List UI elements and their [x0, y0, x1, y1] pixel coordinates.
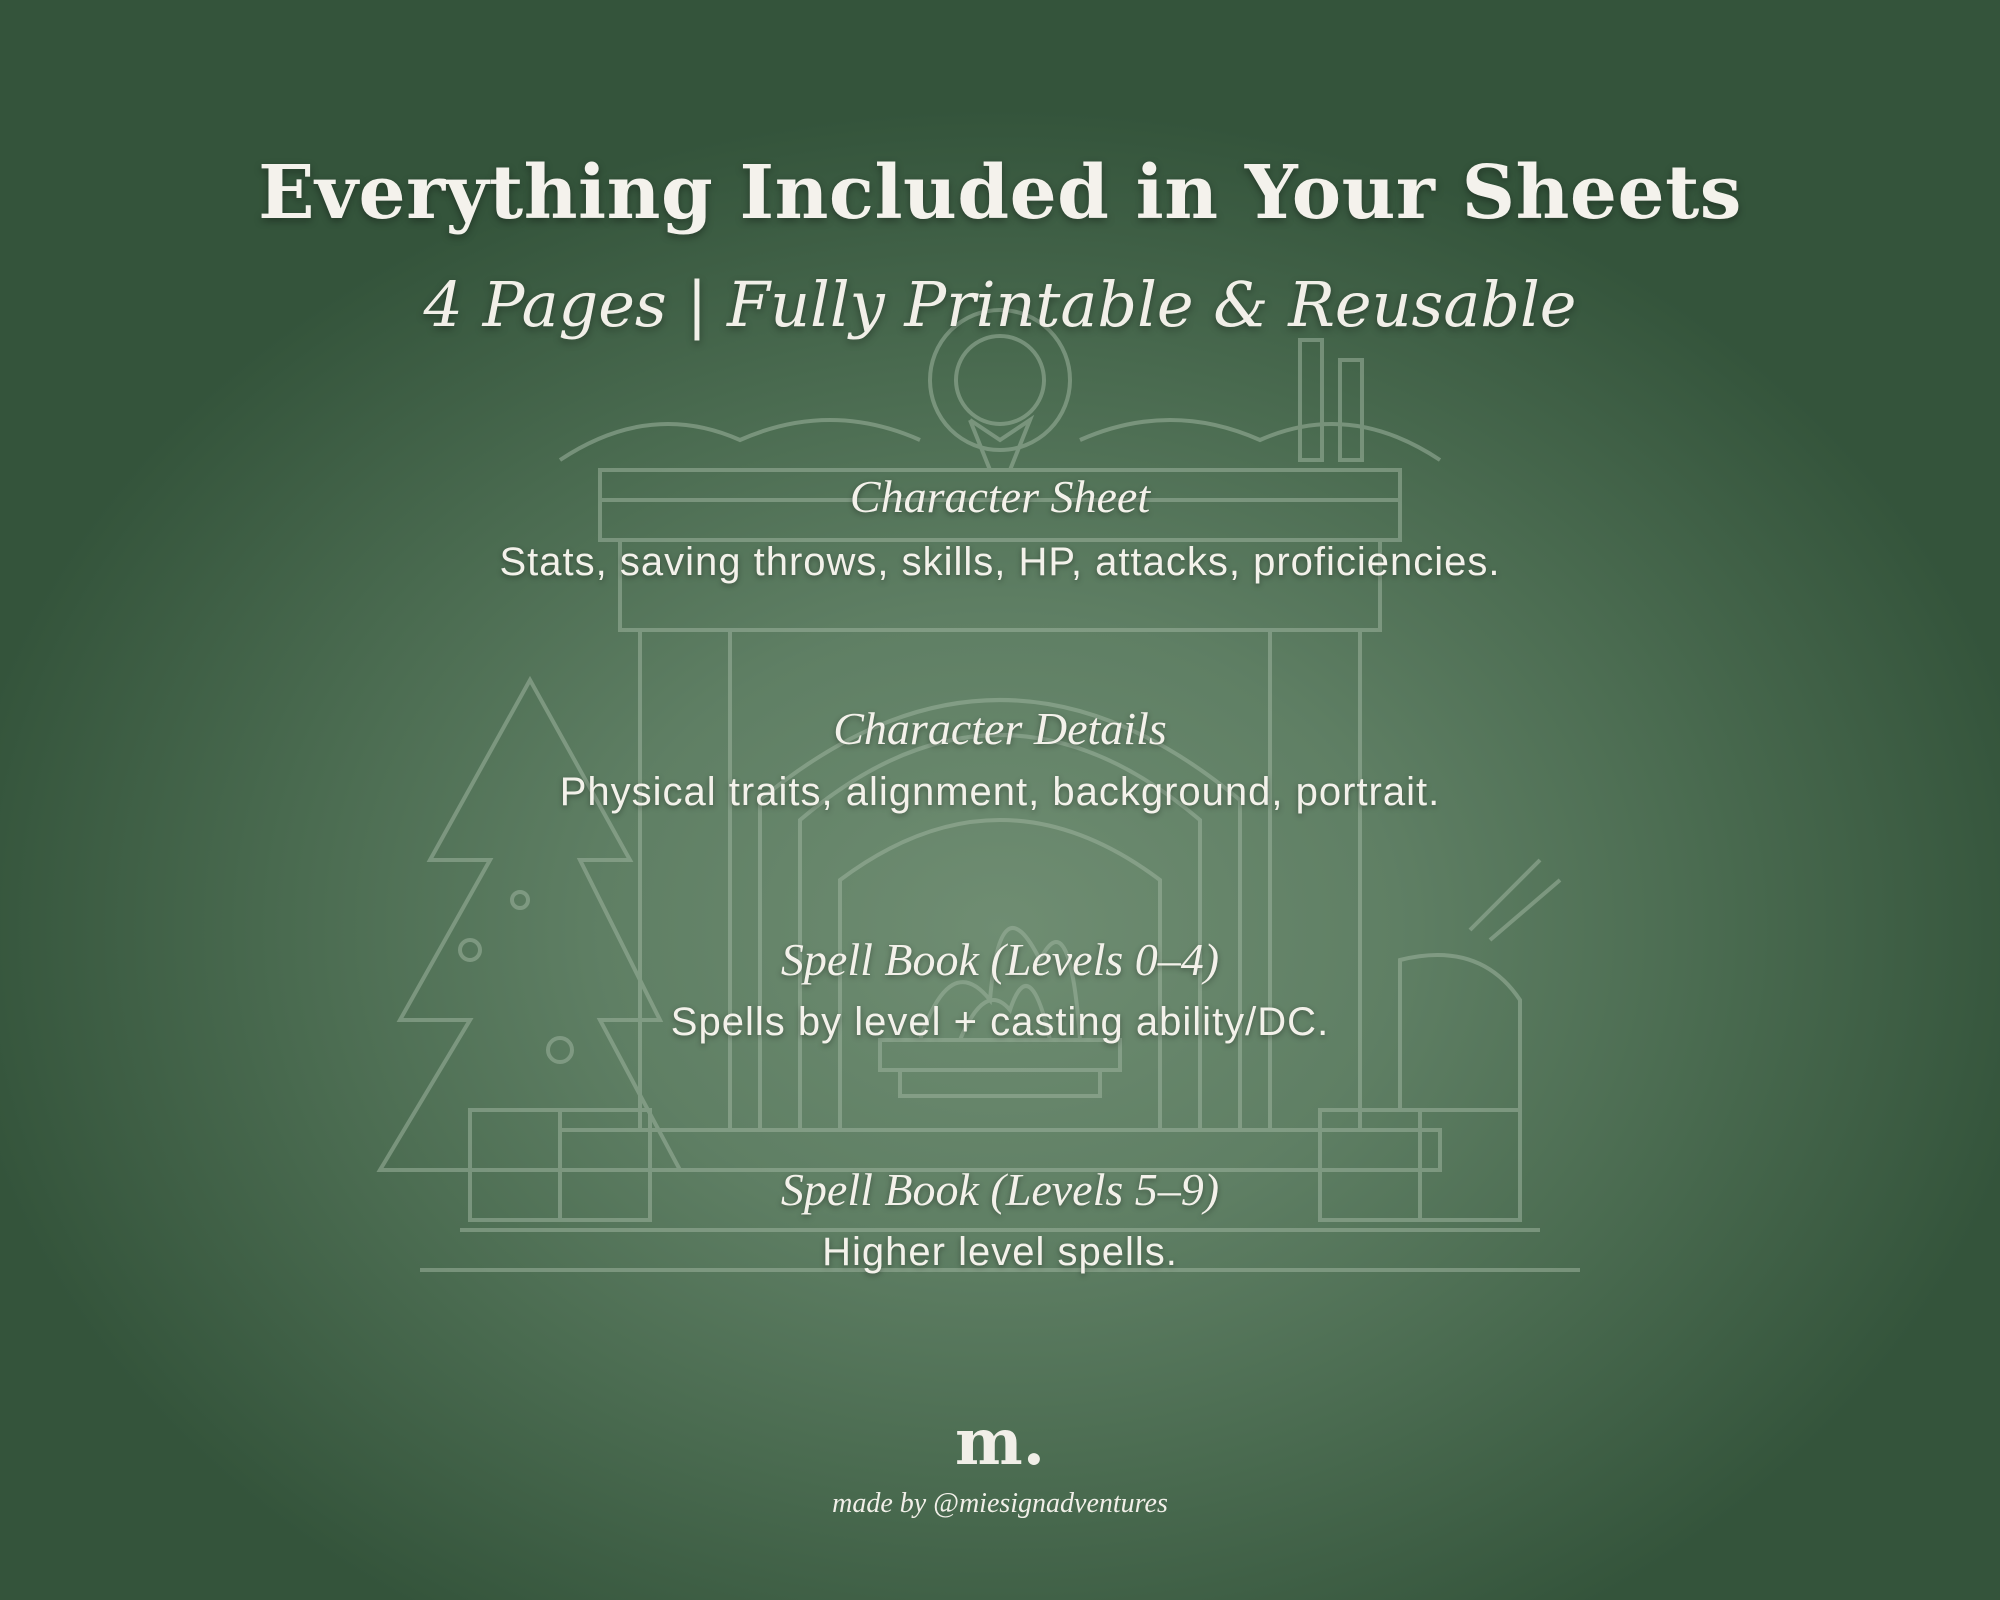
item-title-spell-book-0-4: Spell Book (Levels 0–4) — [780, 934, 1220, 985]
item-title-spell-book-5-9: Spell Book (Levels 5–9) — [780, 1164, 1220, 1215]
brand-logo: m. — [955, 1405, 1045, 1480]
item-desc-spell-book-0-4: Spells by level + casting ability/DC. — [670, 1000, 1330, 1044]
item-desc-spell-book-5-9: Higher level spells. — [822, 1230, 1178, 1274]
credit-text: made by @miesignadventures — [832, 1488, 1168, 1519]
page-title: Everything Included in Your Sheets — [258, 150, 1742, 236]
item-desc-character-sheet: Stats, saving throws, skills, HP, attacks, proficiencies. — [499, 540, 1501, 584]
item-title-character-details: Character Details — [833, 703, 1167, 754]
item-title-character-sheet: Character Sheet — [849, 471, 1151, 522]
page-subtitle: 4 Pages | Fully Printable & Reusable — [423, 268, 1577, 341]
item-desc-character-details: Physical traits, alignment, background, portrait. — [559, 770, 1441, 814]
